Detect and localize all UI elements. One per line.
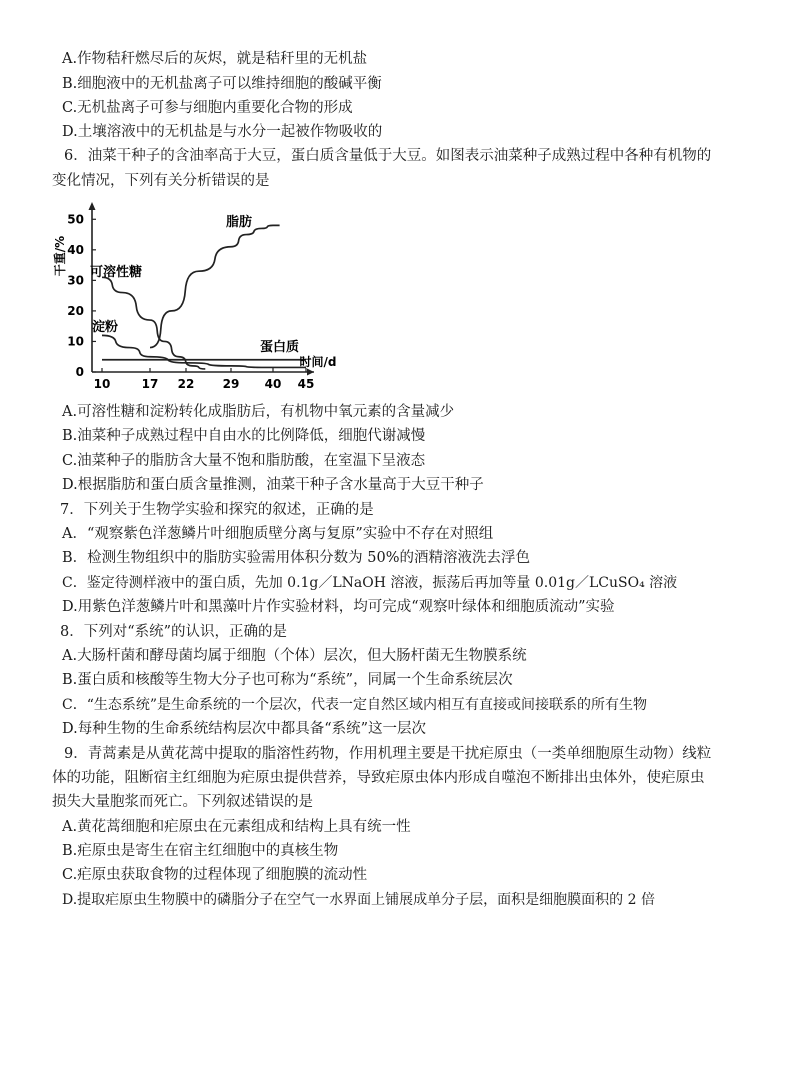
q7-option-d: D.用紫色洋葱鳞片叶和黑藻叶片作实验材料，均可完成“观察叶绿体和细胞质流动”实验 [62, 599, 615, 615]
series-label-protein: 蛋白质 [260, 340, 300, 355]
q8-option-b: B.蛋白质和核酸等生物大分子也可称为“系统”，同属一个生命系统层次 [62, 672, 513, 688]
y-tick-label: 50 [67, 212, 84, 227]
x-tick-label: 10 [93, 377, 111, 391]
q8-stem: 8．下列对“系统”的认识，正确的是 [60, 624, 288, 640]
q7-option-b: B．检测生物组织中的脂肪实验需用体积分数为 50%的酒精溶液洗去浮色 [62, 550, 530, 566]
q6-stem-line1: 6．油菜干种子的含油率高于大豆，蛋白质含量低于大豆。如图表示油菜种子成熟过程中各种有机物的 [64, 148, 712, 164]
q6-option-c: C.油菜种子的脂肪含大量不饱和脂肪酸，在室温下呈液态 [62, 453, 426, 469]
x-tick-label: 45 [297, 377, 315, 391]
q9-option-a: A.黄花蒿细胞和疟原虫在元素组成和结构上具有统一性 [62, 819, 411, 835]
x-axis-arrow [307, 369, 314, 376]
series-label-fat: 脂肪 [226, 215, 253, 230]
q6-option-a: A.可溶性糖和淀粉转化成脂肪后，有机物中氧元素的含量减少 [62, 404, 455, 420]
q7-stem: 7．下列关于生物学实验和探究的叙述，正确的是 [60, 502, 374, 518]
series-fat [150, 225, 280, 347]
x-tick-label: 22 [177, 377, 195, 391]
q9-option-c: C.疟原虫获取食物的过程体现了细胞膜的流动性 [62, 867, 368, 883]
q9-option-d: D.提取疟原虫生物膜中的磷脂分子在空气一水界面上铺展成单分子层，面积是细胞膜面积的 2 倍 [62, 892, 655, 908]
q6-option-b: B.油菜种子成熟过程中自由水的比例降低，细胞代谢减慢 [62, 428, 426, 444]
x-tick-label: 29 [222, 377, 240, 391]
y-tick-label: 0 [75, 365, 84, 379]
y-tick-label: 30 [67, 273, 84, 288]
y-tick-label: 20 [67, 303, 84, 318]
q7-option-a: A．“观察紫色洋葱鳞片叶细胞质壁分离与复原”实验中不存在对照组 [62, 526, 494, 542]
organic-matter-chart [53, 196, 346, 400]
q5-option-a: A.作物秸秆燃尽后的灰烬，就是秸秆里的无机盐 [62, 51, 368, 67]
q5-option-c: C.无机盐离子可参与细胞内重要化合物的形成 [62, 100, 353, 116]
q9-stem-line2: 体的功能，阻断宿主红细胞为疟原虫提供营养，导致疟原虫体内形成自噬泡不断排出虫体外，使疟原虫 [52, 770, 705, 786]
x-axis-label: 时间/d [299, 355, 337, 369]
y-tick-label: 10 [67, 334, 84, 349]
q8-option-a: A.大肠杆菌和酵母菌均属于细胞（个体）层次，但大肠杆菌无生物膜系统 [62, 648, 527, 664]
q5-option-b: B.细胞液中的无机盐离子可以维持细胞的酸碱平衡 [62, 76, 382, 92]
series-label-starch: 淀粉 [92, 320, 119, 335]
q8-option-d: D.每种生物的生命系统结构层次中都具备“系统”这一层次 [62, 721, 427, 737]
q9-option-b: B.疟原虫是寄生在宿主红细胞中的真核生物 [62, 843, 339, 859]
q7-option-c: C．鉴定待测样液中的蛋白质，先加 0.1g／LNaOH 溶液，振荡后再加等量 0.01g／LCuSO₄ 溶液 [62, 575, 678, 591]
q8-option-c: C．“生态系统”是生命系统的一个层次，代表一定自然区域内相互有直接或间接联系的所有生物 [62, 697, 648, 713]
y-tick-label: 40 [67, 242, 84, 257]
q6-stem-line2: 变化情况，下列有关分析错误的是 [52, 173, 270, 189]
q9-stem-line3: 损失大量胞浆而死亡。下列叙述错误的是 [52, 794, 313, 810]
y-axis-arrow [89, 202, 96, 210]
q6-option-d: D.根据脂肪和蛋白质含量推测，油菜干种子含水量高于大豆干种子 [62, 477, 484, 493]
y-axis-label: 干重/% [53, 235, 67, 277]
chart-ticks [67, 212, 314, 391]
q9-stem-line1: 9．青蒿素是从黄花蒿中提取的脂溶性药物，作用机理主要是干扰疟原虫（一类单细胞原生动物）线粒 [64, 746, 712, 762]
series-label-soluble-sugar: 可溶性糖 [90, 265, 143, 280]
x-tick-label: 17 [141, 377, 159, 391]
q5-option-d: D.土壤溶液中的无机盐是与水分一起被作物吸收的 [62, 124, 383, 140]
x-tick-label: 40 [264, 377, 282, 391]
